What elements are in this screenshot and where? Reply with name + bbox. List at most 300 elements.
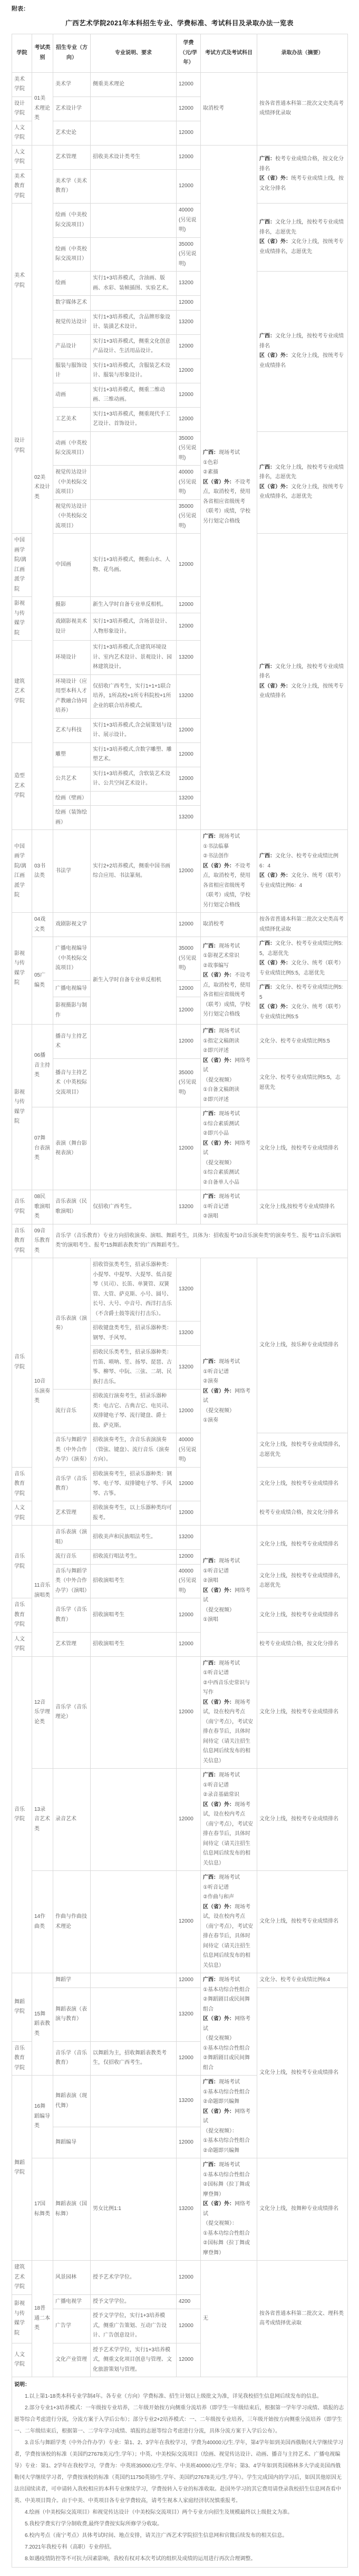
column-header: 专业说明、要求	[91, 34, 177, 73]
table-cell: 13200	[177, 806, 201, 830]
table-cell	[91, 1107, 177, 1190]
table-body	[12, 72, 348, 2377]
table-cell: 40000(另见说明)	[177, 1564, 201, 1598]
table-cell: 影视与传媒学院	[12, 913, 32, 1025]
note-item: 3.音乐与舞蹈学类（中外合作办学）专业：第1、2、3学年在我校学习，学费为40000元/生.学年，第4学年如到美国西俄勒冈大学继续学习者，学费按该校的标准（美国约27678美元/生.学年）；中英、中美校际交流项目（绘画、视觉传达设计、动画、播音与主持艺术、广播电视编导）专业：第1、2学年在我校学习，学费为：中英班35000元/生.学年、中美班40000元/生.学年；第3、4学年如到英国格林多大学或美国西俄勒冈大学继续学习者，学费按该校的标准（英国约11750英镑/生.学年、美国约27678美元/生.学年）。学生完成国内的学习后，如因其他原因无法出国续读者，可申请转入我校相应的本科专业继续学习，学费按转入专业的标准收取。赴国外学习的其它费用请登录我校招生信息网查看中英、中美项目简介。由于中美、中英项目各专业学费较高，请考生视本人家庭经济状况慎重报考。	[14, 2440, 343, 2504]
table-cell: 35000(另见说明)	[177, 499, 201, 534]
table-cell: 13200	[177, 791, 201, 806]
table-cell: 广播电视学	[53, 2294, 91, 2309]
table-cell: 流行音乐	[53, 1550, 91, 1565]
column-header: 考试方式及考试科目	[201, 34, 257, 73]
table-cell	[91, 2127, 177, 2158]
table-cell: 17国标舞类	[32, 2158, 53, 2261]
table-cell: 音乐教育学院	[12, 2041, 32, 2076]
table-cell: 12000	[177, 1025, 201, 1059]
table-cell: 12000	[177, 1550, 201, 1565]
table-header	[12, 34, 348, 73]
table-cell: 招收键盘类考生，招录乐器种类：钢琴、手风琴。	[91, 1321, 177, 1346]
table-cell	[91, 1059, 177, 1107]
table-cell: 流行音乐	[53, 1390, 91, 1433]
table-row	[12, 1258, 348, 1321]
table-cell: 广西：文化分上线，按校考专业成绩排名 区（省）外：文化分上线，按统考专业成绩排名	[257, 272, 348, 432]
table-cell: 12000	[177, 121, 201, 145]
table-cell: 实行1+3培养模式,含建筑环境设计、室内艺术设计、景观设计、园林建筑设计。	[91, 641, 177, 675]
table-cell: 文化分、校考专业成绩比例5:5，志愿优先	[257, 1059, 348, 1107]
table-cell: 09音乐教育类	[32, 1224, 53, 1258]
table-cell: 广西：现场考试 ①基本功综合性组合 ②命题即兴编舞 区（省）外：网络考试 （提交视频）： ①基本功综合性组合 ②命题即兴编舞	[201, 2076, 257, 2158]
table-row	[12, 1564, 348, 1598]
table-cell: 招收流行唱法考生。	[91, 1550, 177, 1565]
table-cell: 中国画学院/漓江画派学院	[12, 830, 32, 913]
table-cell	[91, 121, 177, 145]
table-cell: 实行1+3培养模式，含油画、版画、水彩、装帧插图、实验艺术。	[91, 272, 177, 296]
table-cell: 12000	[177, 1467, 201, 1501]
table-cell	[91, 2076, 177, 2127]
table-cell: 文化分上线，按校考专业成绩排名，志愿优先	[257, 1564, 348, 1598]
table-cell: 音乐学院	[12, 1656, 32, 1973]
table-cell: 设计学院	[12, 97, 32, 121]
table-cell: 工艺美术	[53, 407, 91, 431]
table-row	[12, 981, 348, 997]
table-cell: 广西：现场考试 ①听音记谱 ②演奏 区（省）外：网络考试 （提交视频） ①演奏	[201, 1258, 257, 1526]
table-cell: 实行1+3培养模式，含场景设计、人物形象设计。	[91, 613, 177, 641]
table-cell: 13200	[177, 2158, 201, 2261]
table-cell: 招收民乐类考生，招录乐器种类：竹笛、唢呐、笙、扬琴、琵琶、古筝、柳琴、中阮、三弦、二胡、民族打击乐。	[91, 1346, 177, 1390]
table-cell: 02美术设计类	[32, 145, 53, 830]
table-row	[12, 1190, 348, 1224]
table-cell: 广西：文化分、校考专业成绩比例5:5 区（省）外：文化分、统考（联考）专业成绩比例5:5	[257, 981, 348, 1025]
table-row	[12, 72, 348, 97]
table-cell	[91, 296, 177, 311]
table-cell: 实行1+3培养模式，含服装艺术设计、服装与形象设计。	[91, 359, 177, 383]
table-cell: 绘画（壁画）	[53, 791, 91, 806]
table-cell: 戏剧影视文学	[53, 913, 91, 937]
table-cell: 书法学	[53, 830, 91, 913]
table-cell: 表演（舞台影视表演）	[53, 1107, 91, 1190]
table-cell: 中国画学院/漓江画派学院	[12, 534, 32, 597]
table-cell: 12000	[177, 1632, 201, 1656]
table-cell: 12000	[177, 407, 201, 431]
notes-row	[12, 2377, 348, 2568]
table-row	[12, 830, 348, 913]
table-row	[12, 1224, 348, 1258]
table-cell: 07舞台表演类	[32, 1107, 53, 1190]
table-cell: 侧重美术理论	[91, 72, 177, 97]
table-cell: 人文学院	[12, 1501, 32, 1526]
table-row	[12, 534, 348, 597]
table-cell: 12000	[177, 1107, 201, 1190]
table-cell: 12000	[177, 334, 201, 359]
column-header: 学院	[12, 34, 32, 73]
table-cell: 影视与传媒学院	[12, 597, 32, 641]
table-cell: 广西：文化分上线，按校考专业成绩排名，志愿优先 区（省）外：文化分上线，按统考专业成绩排名，志愿优先	[257, 204, 348, 272]
table-cell: 校考专业成绩合格，按文化分排名	[257, 1632, 348, 1656]
table-cell: 舞蹈表演（表演与教育）	[53, 1988, 91, 2041]
table-cell: 音乐学院	[12, 1258, 32, 1468]
table-cell: 设计学院	[12, 359, 32, 534]
note-item: 1.以上第1-18类本科专业学制4年。各专业（方向）学费标准、招生计划以上级批文为准，详见我校招生信息网后续发布的信息。	[25, 2394, 322, 2399]
table-row	[12, 1632, 348, 1656]
table-cell	[91, 97, 177, 121]
table-cell: 音乐表演（演奏）	[53, 1258, 91, 1390]
table-row	[12, 145, 348, 169]
table-cell: 12000	[177, 1973, 201, 1988]
table-cell: 雕塑	[53, 742, 91, 767]
table-cell: 产品设计	[53, 334, 91, 359]
table-cell: 影视与传媒学院	[12, 2294, 32, 2343]
table-row	[12, 1988, 348, 2041]
table-cell: 视觉传达设计	[53, 310, 91, 334]
table-cell: 美术学院	[12, 204, 32, 359]
table-cell: 广西：现场考试 ①基本功综合性组合 ②国标舞（拉丁舞或摩登舞） 区（省）外：网络考试 （提交视频）： ①基本功综合性组合 ②国标舞（拉丁舞或摩登舞）	[201, 2158, 257, 2261]
table-cell: 授予文学学位，实行1+3培养模式，侧重广告策划、互动广告设计、广告创意设计。	[91, 2309, 177, 2343]
table-cell: 03书法类	[32, 830, 53, 913]
table-row	[12, 913, 348, 937]
table-row	[12, 1656, 348, 1769]
table-cell: 广告学	[53, 2309, 91, 2343]
table-cell: 动画（中英校际交流项目）	[53, 431, 91, 466]
table-cell: 招收演奏考生，以上乐器种类均可报考。	[91, 1501, 177, 1526]
header-row	[12, 34, 348, 73]
table-cell: 音乐学（音乐教育）	[53, 1598, 91, 1633]
table-row	[12, 431, 348, 466]
table-cell: 音乐教育学院	[12, 1598, 32, 1633]
table-cell: 广西：现场考试 ①基本功综合性组合 ②舞蹈剧目或民间舞组合 区（省）外：网络考试 （提交视频） ①基本功综合性组合 ②舞蹈剧目或民间舞组合	[201, 1973, 257, 2076]
table-cell: 舞蹈学院	[12, 2076, 32, 2261]
table-cell: 环境设计	[53, 641, 91, 675]
table-cell: 12000	[177, 2261, 201, 2295]
table-cell: 文化分上线，按校考专业成绩排名	[257, 1988, 348, 2158]
table-cell: 实行1+3培养模式，侧重现代手工艺设计、首饰设计。	[91, 407, 177, 431]
page-title: 广西艺术学院2021年本科招生专业、学费标准、考试科目及录取办法一览表	[65, 20, 294, 27]
table-cell: 文化分上线，按乐种专业成绩排名	[257, 1258, 348, 1433]
table-cell: 文化分上线，按校考专业成绩排名	[257, 1107, 348, 1190]
table-cell: 新生入学时自备专业单反相机	[91, 937, 177, 1025]
table-row	[12, 1025, 348, 1059]
table-cell: 招收演唱考生	[91, 1564, 177, 1598]
table-cell: 招收演唱考生	[91, 1632, 177, 1656]
table-cell: 广西：文化分上线，按校考专业成绩排名 区（省）外：文化分上线，按统考专业成绩排名	[257, 534, 348, 830]
table-cell: 12000	[177, 145, 201, 169]
table-cell: 取消校考	[201, 913, 257, 937]
table-cell: 无	[201, 2261, 257, 2377]
table-cell: 艺术管理	[53, 1632, 91, 1656]
table-cell: 12000	[177, 1501, 201, 1526]
table-cell: 舞蹈表演（现代舞）	[53, 2076, 91, 2127]
table-cell: 招收演奏考生，含音乐表演演奏（管弦、键盘）、流行音乐（演奏方向）。	[91, 1433, 177, 1468]
table-cell: 12000	[177, 597, 201, 613]
table-row	[12, 1871, 348, 1973]
table-cell: 广西：文化分、校考专业成绩比例6：4 区（省）外：文化分、统考（联考）专业成绩比例6：4	[257, 830, 348, 913]
table-cell: 文化分上线，按校考专业成绩排名，志愿优先	[257, 1433, 348, 1468]
table-cell: 12000	[177, 97, 201, 121]
table-cell: 12000	[177, 1390, 201, 1433]
table-row	[12, 272, 348, 296]
table-cell: 艺术管理	[53, 145, 91, 169]
table-cell: 10音乐演奏类	[32, 1258, 53, 1526]
table-cell: 4200	[177, 2294, 201, 2309]
note-item: 8.如遇疫情防控等不可抗力因素影响，我校有权对本次考试的组织及成绩的运用进行再次合理调整。	[25, 2556, 256, 2562]
table-cell	[91, 913, 177, 937]
table-cell: 舞蹈编导	[53, 2127, 91, 2158]
table-cell: 绘画（中英校际交流项目）	[53, 237, 91, 272]
note-item: 4.绘画（中美校际交流项目）和视觉传达设计（中美校际交流项目）两个专业方向招生及规模最终以上级批文为准。	[25, 2510, 293, 2515]
table-cell: 实行1+3培养模式,含数字雕塑、雕塑艺术。	[91, 742, 177, 767]
table-row	[12, 1433, 348, 1468]
table-cell: 造型艺术学院	[12, 742, 32, 830]
table-cell: 12000	[177, 534, 201, 597]
table-cell: 仅招收广西考生，实行1+1+1联合培养，1所高校+1所专科院校+1所企业的联合培养模式。	[91, 674, 177, 718]
table-cell	[91, 169, 177, 204]
table-cell: 12000	[177, 981, 201, 997]
table-cell: 授予文学学位。	[91, 2294, 177, 2309]
table-cell: 05广编类	[32, 937, 53, 1025]
table-cell: 视觉传达设计（中美校际交流项目）	[53, 466, 91, 500]
table-cell: 舞蹈学	[53, 1973, 91, 1988]
table-cell: 12000	[177, 913, 201, 937]
table-cell: 音乐学（音乐教育）	[53, 2041, 91, 2076]
table-cell: 以舞蹈为主，招收舞蹈表教类考生，仅招收广西考生。	[91, 2041, 177, 2076]
table-cell: 12000	[177, 296, 201, 311]
table-cell: 实行1+3培养模式，含软装艺术设计、公共空间艺术设计。	[91, 767, 177, 791]
table-cell: 12000	[177, 359, 201, 383]
table-cell: 12000	[177, 718, 201, 742]
table-cell: 实行1+3培养模式，含品牌形象设计、装潢艺术设计。	[91, 310, 177, 334]
table-cell: 人文学院	[12, 2343, 32, 2377]
table-cell: 招收美术设计类考生	[91, 145, 177, 169]
table-cell: 绘画（中美校际交流项目）	[53, 204, 91, 238]
table-cell: 12000	[177, 383, 201, 407]
table-cell: 音乐学（音乐理论）	[53, 1656, 91, 1769]
table-cell: 音乐学（音乐教育）专业方向招收演奏、演唱、舞蹈考生，具体为：招收报考“10音乐演奏类”的演奏考生、报考“11音乐演唱类”的演唱考生、报考“15舞蹈表教类”的广西舞蹈考生。	[53, 1224, 348, 1258]
table-cell: 13录音艺术类	[32, 1769, 53, 1871]
note-item: 5.我校学费实行学分制收费,最终学费按实际所修学分收取。	[25, 2521, 163, 2527]
table-cell: 12000	[177, 997, 201, 1025]
table-row	[12, 1769, 348, 1871]
table-cell: 12000	[177, 2309, 201, 2343]
table-cell: 14作曲类	[32, 1871, 53, 1973]
table-cell: 按各省普通本科第二批次文史类高考成绩择优录取	[257, 913, 348, 937]
table-cell: 服装与服饰设计	[53, 359, 91, 383]
table-cell: 13200	[177, 310, 201, 334]
table-row	[12, 1107, 348, 1190]
table-cell: 舞蹈表演（国标舞）	[53, 2158, 91, 2261]
column-header: 招生专业（方向）	[53, 34, 91, 73]
table-cell: 按各省普通本科第二批次文史类高考成绩择优录取	[257, 72, 348, 145]
table-cell: 音乐学院	[12, 1190, 32, 1224]
table-cell: 播音与主持艺术	[53, 1025, 91, 1059]
table-cell: 12000	[177, 742, 201, 767]
table-cell: 摄影	[53, 597, 91, 613]
table-cell: 实行1+3培养模式，侧重山水、人物、花鸟画。	[91, 534, 177, 597]
table-cell: 音乐表演（民歌演唱）	[53, 1190, 91, 1224]
table-cell: 广西：现场考试 ①综合素质测试 ②即兴小品 区（省）外：网络考试 （提交视频） ①综合素质测试 ②自备单人小品	[201, 1107, 257, 1190]
table-cell: 建筑艺术学院	[12, 641, 32, 743]
table-cell	[91, 1656, 177, 1769]
table-cell	[91, 466, 177, 500]
note-item: 6.校内考点（南宁考点）具体考试时间、地点安排，请关注广西艺术学院招生信息网和官微后续发布的相关信息。	[25, 2533, 288, 2539]
table-row	[12, 1973, 348, 1988]
table-cell	[91, 1988, 177, 2041]
table-cell: 广西：现场考试 ①色彩 ②素描 区（省）外：不设考点，取消校考，使用各省相应省级统考（联考）成绩，学校另行划定合格线	[201, 145, 257, 830]
table-cell: 35000(另见说明)	[177, 937, 201, 981]
table-row	[12, 1501, 348, 1526]
table-cell: 音乐表演（演唱）	[53, 1526, 91, 1550]
enrollment-table	[12, 34, 348, 2568]
table-cell: 文化分上线，按校考专业成绩排名	[257, 1769, 348, 1871]
table-cell: 15舞蹈表教类	[32, 1973, 53, 2076]
table-cell: 12000	[177, 1769, 201, 1871]
table-cell: 艺术史论	[53, 121, 91, 145]
table-cell: 广西：文化分、校考专业成绩比例5:5，志愿优先 区（省）外：文化分、统考（联考）专业成绩比例5:5，志愿优先	[257, 937, 348, 981]
notes-label: 说明：	[14, 2382, 30, 2388]
table-row	[12, 937, 348, 981]
table-cell: 11音乐演唱类	[32, 1526, 53, 1657]
table-cell: 文化分上线,按校考专业成绩排名	[257, 1190, 348, 1224]
table-cell: 影视与传媒学院	[12, 1025, 32, 1190]
table-cell: 12000	[177, 2041, 201, 2076]
table-cell: 舞蹈学院	[12, 1973, 32, 2042]
table-cell: 文化分上线，按校考专业成绩排名	[257, 1871, 348, 1973]
table-cell: 12000	[177, 613, 201, 641]
table-cell: 艺术管理	[53, 1501, 91, 1526]
table-cell: 男女比例1:1	[91, 2158, 177, 2261]
column-header: 录取办法（摘要）	[257, 34, 348, 73]
table-cell: 作曲与作曲技术理论	[53, 1871, 91, 1973]
table-cell: 广播电视编导	[53, 981, 91, 997]
table-cell: 文化分、校考专业成绩比例6:4	[257, 1973, 348, 1988]
table-cell: 12000	[177, 72, 201, 97]
table-cell: 艺术设计学	[53, 97, 91, 121]
table-cell: 实行2+2培养模式，侧重中国书画综合应用、书法篆刻。	[91, 830, 177, 913]
table-row	[12, 2158, 348, 2261]
table-cell: 影视摄影与制作	[53, 997, 91, 1025]
table-cell: 01美术理论类	[32, 72, 53, 145]
table-cell: 18普通二本类	[32, 2261, 53, 2377]
table-cell: 广西：现场考试 ①影视艺术常识 ②故事编写 区（省）外：不设考点，取消校考，使用各省相应省级统考（联考）成绩，学校另行划定合格线	[201, 937, 257, 1025]
table-cell: 公共艺术	[53, 767, 91, 791]
notes-cell	[12, 2377, 348, 2568]
table-cell: 13200	[177, 2076, 201, 2127]
table-cell: 广西：现场考试 ①听音记谱 ②录音基础常识 区（省）外：现场考试，设在校内考点（南宁考点），考试安排在春节后，具体时间待定（请关注招生信息网后续发布的相关信息）	[201, 1769, 257, 1871]
table-cell: 人文学院	[12, 1632, 32, 1656]
table-row	[12, 2261, 348, 2295]
table-cell: 招收美声和民族唱法考生。	[91, 1526, 177, 1550]
table-cell: 文化分上线，按校考专业成绩排名	[257, 1656, 348, 1769]
table-cell: 授予艺术学学位。	[91, 2261, 177, 2295]
table-cell: 招收管弦类考生，招录乐器种类：小提琴、中提琴、大提琴、低音提琴（贝司）、长笛、单簧管、双簧管、大管、萨克斯、小号、圆号、长号、大号、中音号、西洋打击乐（不含爵士鼓等流行打击乐）。	[91, 1258, 177, 1321]
table-cell: 13200	[177, 1258, 201, 1321]
table-cell: 按各省普通本科第二批次文、理科类高考成绩择优录取	[257, 2261, 348, 2377]
table-cell	[91, 1871, 177, 1973]
table-cell: 数字媒体艺术	[53, 296, 91, 311]
note-item: 7.2021年我校专科（高职）专业停招。	[25, 2544, 115, 2550]
table-cell: 40000(另见说明)	[177, 1433, 201, 1468]
table-cell: 12000	[177, 1656, 201, 1769]
table-cell: 校考专业成绩合格，按文化分排名	[257, 1501, 348, 1526]
table-cell: 招收演唱考生	[91, 1598, 177, 1633]
table-row	[12, 1059, 348, 1107]
table-cell: 文化分上线，按校考专业成绩排名	[257, 1598, 348, 1633]
table-row	[12, 1526, 348, 1550]
table-row	[12, 204, 348, 238]
attachment-label: 附表：	[12, 6, 29, 12]
table-cell: 建筑艺术学院	[12, 2261, 32, 2295]
table-cell: 13200	[177, 1346, 201, 1390]
table-cell: 06播音主持类	[32, 1025, 53, 1107]
table-cell: 绘画	[53, 272, 91, 296]
notes-body	[12, 2377, 348, 2568]
table-cell: 授予艺术学学位，实行1+3培养模式，侧重文化项目创意与管理、文化旅游策划与管理。	[91, 2343, 177, 2377]
table-cell: 动画	[53, 383, 91, 407]
table-cell: 12000	[177, 2343, 201, 2377]
table-cell: 文化分上线，按校考专业成绩排名	[257, 1467, 348, 1501]
notes-section	[14, 2379, 345, 2565]
table-cell: 音乐教育学院	[12, 1467, 32, 1501]
table-cell: 人文学院	[12, 145, 32, 169]
table-cell: 广西：现场考试 ①听音记谱 ②中西音乐史常识与写作 区（省）外：现场考试，设在校内考点（南宁考点），考试安排在春节后，具体时间待定（请关注招生信息网后续发布的相关信息）	[201, 1656, 257, 1769]
table-cell: 广西：文化分上线，按校考专业成绩排名，志愿优先 区（省）外：文化分上线，按统考专业成绩排名，志愿优先	[257, 431, 348, 534]
table-cell: 35000(另见说明)	[177, 1059, 201, 1107]
table-cell: 08民歌演唱类	[32, 1190, 53, 1224]
table-cell	[91, 1973, 177, 1988]
table-cell: 广西：现场考试 ①听音记谱 ②演唱	[201, 1190, 257, 1224]
table-cell: 35000(另见说明)	[177, 237, 201, 272]
table-cell: 广西：现场考试 ①听音记谱 ②作曲与和声 区（省）外：现场考试，设在校内考点（南宁考点），考试安排在春节后，具体时间待定（请关注招生信息网后续发布的相关信息）	[201, 1871, 257, 1973]
table-cell: 戏剧影视美术设计	[53, 613, 91, 641]
table-cell: 广西：现场考试 ①指定文稿朗读 ②即兴评述 区（省）外：网络考试 （提交视频） ①自备文稿朗读 ②即兴评述	[201, 1025, 257, 1107]
table-cell: 招收流行演奏考生，招录乐器种类：电吉它、古典吉它、电贝司、双排键电子琴、流行键盘、爵士鼓、萨克斯。	[91, 1390, 177, 1433]
table-cell	[91, 499, 177, 534]
table-cell: 12000	[177, 2127, 201, 2158]
table-cell	[91, 791, 177, 806]
table-cell	[91, 237, 177, 272]
table-cell: 12000	[177, 767, 201, 791]
table-cell: 美术学	[53, 72, 91, 97]
table-cell: 13200	[177, 272, 201, 296]
table-cell	[91, 431, 177, 466]
table-cell: 招收演奏考生，招录乐器种类：钢琴、电子琴、双排键电子琴、手风琴、古筝。	[91, 1467, 177, 1501]
table-cell: 音乐学院	[12, 1526, 32, 1598]
table-cell: 04戏文类	[32, 913, 53, 937]
table-cell: 实行1+3培养模式,含会展策划与设计、展示设计。	[91, 718, 177, 742]
table-cell: 音乐与舞蹈学类（中外合作办学）（演唱）	[53, 1564, 91, 1598]
table-cell: 13200	[177, 641, 201, 675]
table-cell: 12000	[177, 1871, 201, 1973]
table-cell: 美术学院	[12, 72, 32, 97]
table-cell: 40000(另见说明)	[177, 466, 201, 500]
table-cell: 13200	[177, 1526, 201, 1550]
table-cell	[91, 1769, 177, 1871]
table-cell: 音乐与舞蹈学类（中外合作办学）（演奏）	[53, 1433, 91, 1468]
table-cell	[91, 204, 177, 238]
table-cell: 音乐学（音乐教育）	[53, 1467, 91, 1501]
table-cell: 中国画	[53, 534, 91, 597]
table-cell: 音乐教育学院	[12, 1224, 32, 1258]
table-cell: 艺术与科技	[53, 718, 91, 742]
table-cell: 风景园林	[53, 2261, 91, 2295]
table-cell: 绘画（装饰绘画）	[53, 806, 91, 830]
table-cell	[91, 806, 177, 830]
table-cell: 播音与主持艺术（中英校际交流项目）	[53, 1059, 91, 1107]
table-cell: 13200	[177, 1321, 201, 1346]
table-cell: 广西：校考专业成绩合格，按文化分排名 区（省）外：统考专业成绩上线，按文化分排名	[257, 145, 348, 204]
table-row	[12, 1598, 348, 1633]
table-cell: 16舞蹈编导类	[32, 2076, 53, 2158]
table-cell: 40000(另见说明)	[177, 204, 201, 238]
table-cell: 12000	[177, 169, 201, 204]
table-cell: 环境设计（应用型本科人才产教融合协同培养）	[53, 674, 91, 718]
